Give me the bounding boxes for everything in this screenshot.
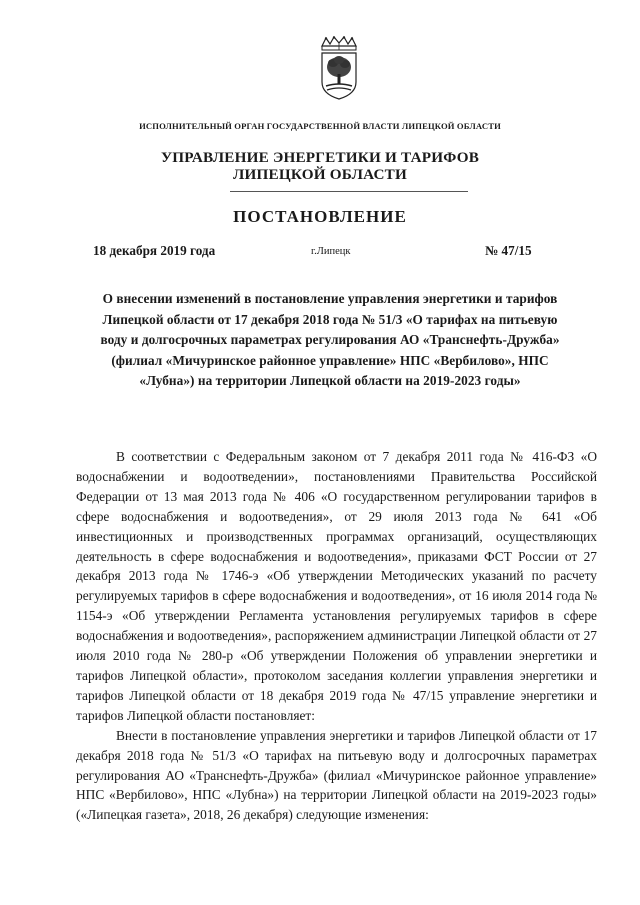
document-type-title: ПОСТАНОВЛЕНИЕ [233, 207, 407, 226]
body-paragraph-2: Внести в постановление управления энергетики и тарифов Липецкой области от 17 декабря 2018 года № 51/3 «О тарифах на питьевую воду и долгосрочных параметрах регулирования АО «Транснефть-Дружба» (филиал «Мичуринское районное управление» НПС «Вербилово», НПС «Лубна») на территории Липецкой области на 2019-2023 годы» («Липецкая газета», 2018, 26 декабря) следующие изменения: [76, 727, 597, 823]
body-paragraph-1: В соответствии с Федеральным законом от 7 декабря 2011 года № 416-ФЗ «О водоснабжении и водоотведении», постановлениями Правительства Российской Федерации от 13 мая 2013 года № 406 «О государственном регулировании тарифов в сфере водоснабжения и водоотведения», от 29 июля 2013 года № 641 «Об инвестиционных и производственных программах организаций, осуществляющих деятельность в сфере водоснабжения и водоотведения», приказами ФСТ России от 27 декабря 2013 года № 1746-э «Об утверждении Методических указаний по расчету регулируемых тарифов в сфере водоснабжения и водоотведения», от 16 июля 2014 года № 1154-э «Об утверждении Регламента установления регулируемых тарифов в сфере водоснабжения и водоотведения», распоряжением администрации Липецкой области от 27 июля 2010 года № 280-р «Об утверждении Положения об управлении энергетики и тарифов Липецкой области», протоколом заседания коллегии управления энергетики и тарифов Липецкой области от 18 декабря 2019 года № 47/15 управление энергетики и тарифов Липецкой области постановляет: [76, 449, 597, 723]
document-number: № 47/15 [485, 243, 532, 258]
authority-name: ИСПОЛНИТЕЛЬНЫЙ ОРГАН ГОСУДАРСТВЕННОЙ ВЛАСТИ ЛИПЕЦКОЙ ОБЛАСТИ [139, 121, 501, 131]
department-name-line-1: УПРАВЛЕНИЕ ЭНЕРГЕТИКИ И ТАРИФОВ [160, 149, 480, 166]
document-date: 18 декабря 2019 года [93, 243, 216, 258]
header-divider [230, 191, 468, 192]
department-name-line-2: ЛИПЕЦКОЙ ОБЛАСТИ [232, 166, 408, 183]
coat-of-arms-icon [314, 36, 364, 100]
document-body [76, 447, 597, 825]
document-subject: О внесении изменений в постановление управления энергетики и тарифов Липецкой области от 17 декабря 2018 года № 51/3 «О тарифах на питьевую воду и долгосрочных параметрах регулирования АО «Транснефть-Дружба» (филиал «Мичуринское районное управление» НПС «Вербилово», НПС «Лубна») на территории Липецкой области на 2019-2023 годы» [100, 291, 560, 388]
department-name [0, 149, 640, 183]
document-city: г.Липецк [311, 246, 351, 257]
